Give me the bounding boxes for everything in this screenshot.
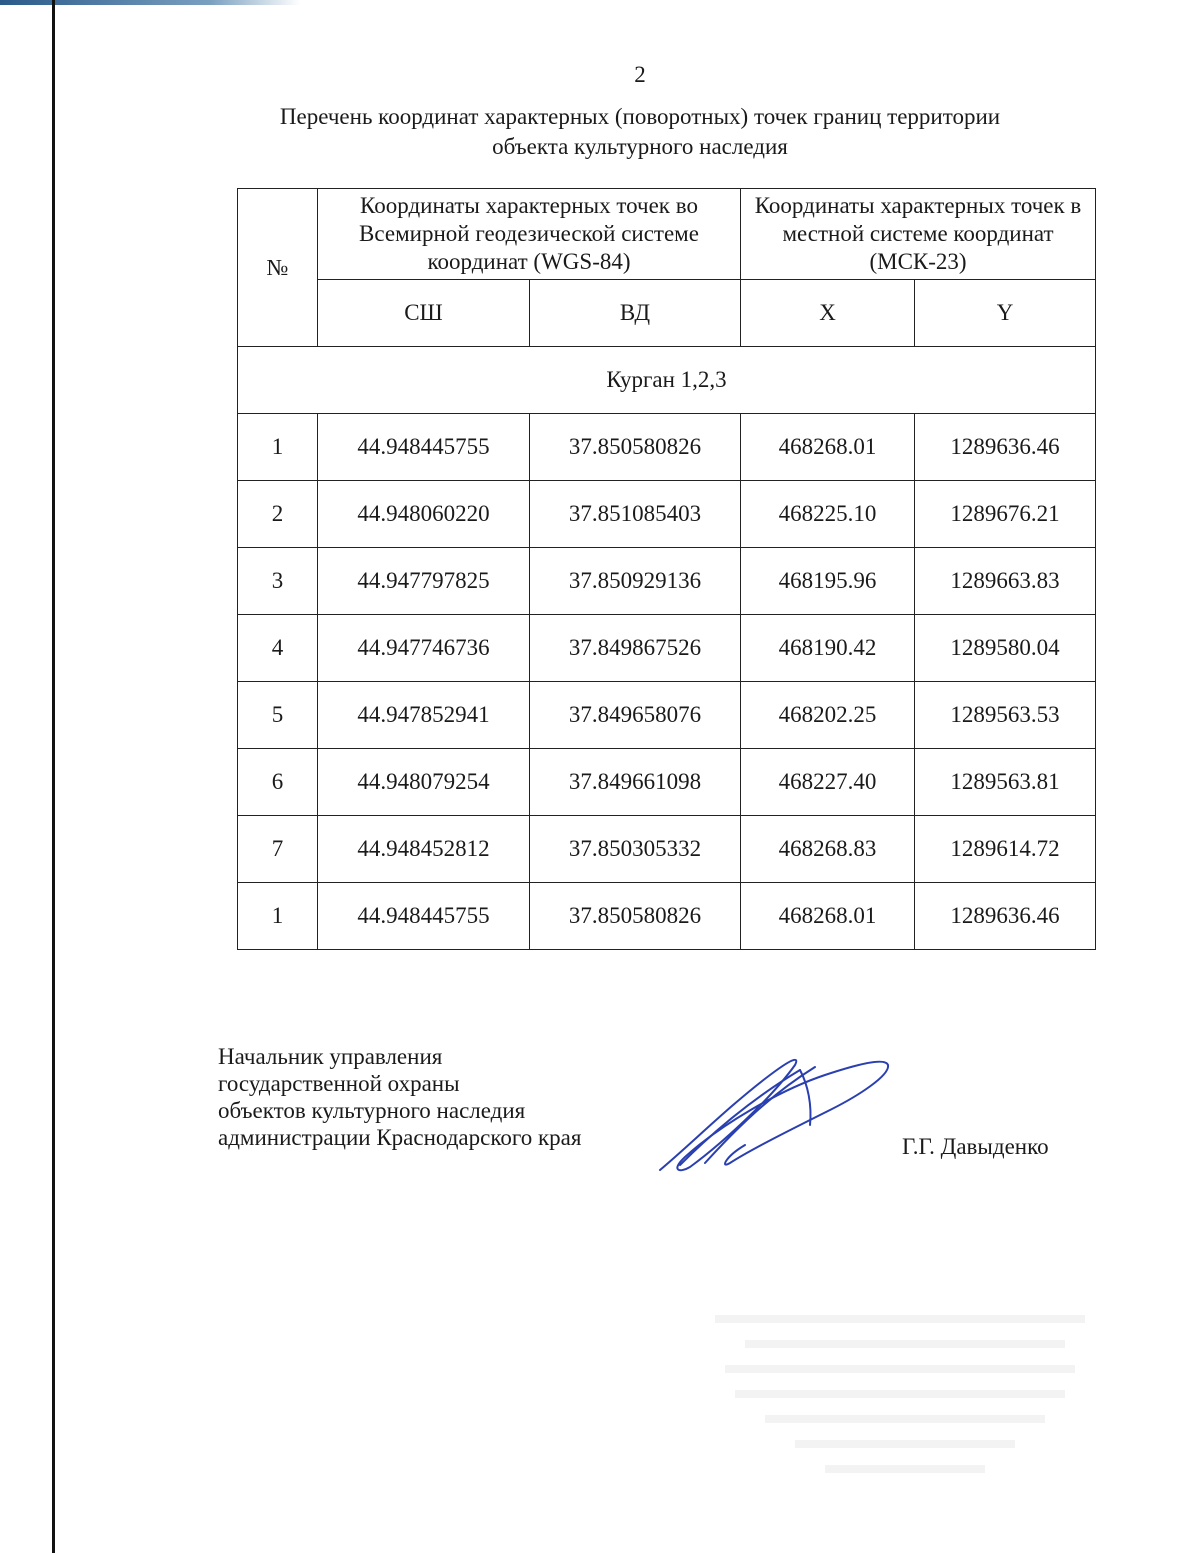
group-label: Курган 1,2,3 bbox=[238, 347, 1096, 414]
position-line: государственной охраны bbox=[218, 1071, 460, 1096]
position-line: объектов культурного наследия bbox=[218, 1098, 526, 1123]
table-row bbox=[238, 615, 1096, 682]
point-number-cell: 2 bbox=[238, 481, 318, 548]
longitude-cell: 37.850580826 bbox=[530, 883, 741, 950]
y-coordinate-cell: 1289636.46 bbox=[915, 414, 1096, 481]
x-coordinate-cell: 468268.01 bbox=[741, 414, 915, 481]
table-row bbox=[238, 548, 1096, 615]
table-row bbox=[238, 749, 1096, 816]
latitude-cell: 44.948445755 bbox=[318, 414, 530, 481]
latitude-cell: 44.948445755 bbox=[318, 883, 530, 950]
faint-stamp-imprint bbox=[705, 1310, 1095, 1500]
header-y: Y bbox=[915, 280, 1096, 347]
longitude-cell: 37.851085403 bbox=[530, 481, 741, 548]
x-coordinate-cell: 468202.25 bbox=[741, 682, 915, 749]
latitude-cell: 44.947797825 bbox=[318, 548, 530, 615]
latitude-cell: 44.947746736 bbox=[318, 615, 530, 682]
table-row bbox=[238, 682, 1096, 749]
table-row bbox=[238, 883, 1096, 950]
x-coordinate-cell: 468268.01 bbox=[741, 883, 915, 950]
longitude-cell: 37.849867526 bbox=[530, 615, 741, 682]
y-coordinate-cell: 1289563.53 bbox=[915, 682, 1096, 749]
title-line-1: Перечень координат характерных (поворотных) точек границ территории bbox=[279, 104, 1001, 129]
latitude-cell: 44.947852941 bbox=[318, 682, 530, 749]
title-line-2: объекта культурного наследия bbox=[492, 134, 788, 159]
x-coordinate-cell: 468190.42 bbox=[741, 615, 915, 682]
header-longitude: ВД bbox=[530, 280, 741, 347]
y-coordinate-cell: 1289563.81 bbox=[915, 749, 1096, 816]
y-coordinate-cell: 1289663.83 bbox=[915, 548, 1096, 615]
y-coordinate-cell: 1289614.72 bbox=[915, 816, 1096, 883]
longitude-cell: 37.850305332 bbox=[530, 816, 741, 883]
group-row bbox=[238, 347, 1096, 414]
longitude-cell: 37.850580826 bbox=[530, 414, 741, 481]
page-number: 2 bbox=[634, 62, 646, 87]
y-coordinate-cell: 1289676.21 bbox=[915, 481, 1096, 548]
header-latitude: СШ bbox=[318, 280, 530, 347]
latitude-cell: 44.948079254 bbox=[318, 749, 530, 816]
header-wgs84: Координаты характерных точек во Всемирной геодезической системе координат (WGS-84) bbox=[318, 189, 741, 280]
table-subheader-row bbox=[238, 280, 1096, 347]
point-number-cell: 6 bbox=[238, 749, 318, 816]
position-line: администрации Краснодарского края bbox=[218, 1125, 582, 1150]
longitude-cell: 37.850929136 bbox=[530, 548, 741, 615]
header-number: № bbox=[238, 189, 318, 347]
x-coordinate-cell: 468268.83 bbox=[741, 816, 915, 883]
longitude-cell: 37.849661098 bbox=[530, 749, 741, 816]
position-line: Начальник управления bbox=[218, 1044, 443, 1069]
x-coordinate-cell: 468227.40 bbox=[741, 749, 915, 816]
table-row bbox=[238, 816, 1096, 883]
point-number-cell: 1 bbox=[238, 883, 318, 950]
y-coordinate-cell: 1289580.04 bbox=[915, 615, 1096, 682]
x-coordinate-cell: 468225.10 bbox=[741, 481, 915, 548]
signatory-position bbox=[218, 1043, 581, 1151]
table-header-row bbox=[238, 189, 1096, 280]
longitude-cell: 37.849658076 bbox=[530, 682, 741, 749]
point-number-cell: 3 bbox=[238, 548, 318, 615]
point-number-cell: 1 bbox=[238, 414, 318, 481]
x-coordinate-cell: 468195.96 bbox=[741, 548, 915, 615]
point-number-cell: 5 bbox=[238, 682, 318, 749]
latitude-cell: 44.948060220 bbox=[318, 481, 530, 548]
point-number-cell: 7 bbox=[238, 816, 318, 883]
handwritten-signature bbox=[650, 1045, 900, 1175]
point-number-cell: 4 bbox=[238, 615, 318, 682]
table-row bbox=[238, 481, 1096, 548]
table-row bbox=[238, 414, 1096, 481]
coordinates-table bbox=[237, 188, 1096, 950]
y-coordinate-cell: 1289636.46 bbox=[915, 883, 1096, 950]
document-title bbox=[150, 102, 1130, 162]
header-msk23: Координаты характерных точек в местной системе координат (МСК-23) bbox=[741, 189, 1096, 280]
scan-edge-top bbox=[0, 0, 300, 5]
scan-edge-left bbox=[52, 0, 55, 1553]
header-x: X bbox=[741, 280, 915, 347]
latitude-cell: 44.948452812 bbox=[318, 816, 530, 883]
signatory-name: Г.Г. Давыденко bbox=[902, 1134, 1049, 1159]
